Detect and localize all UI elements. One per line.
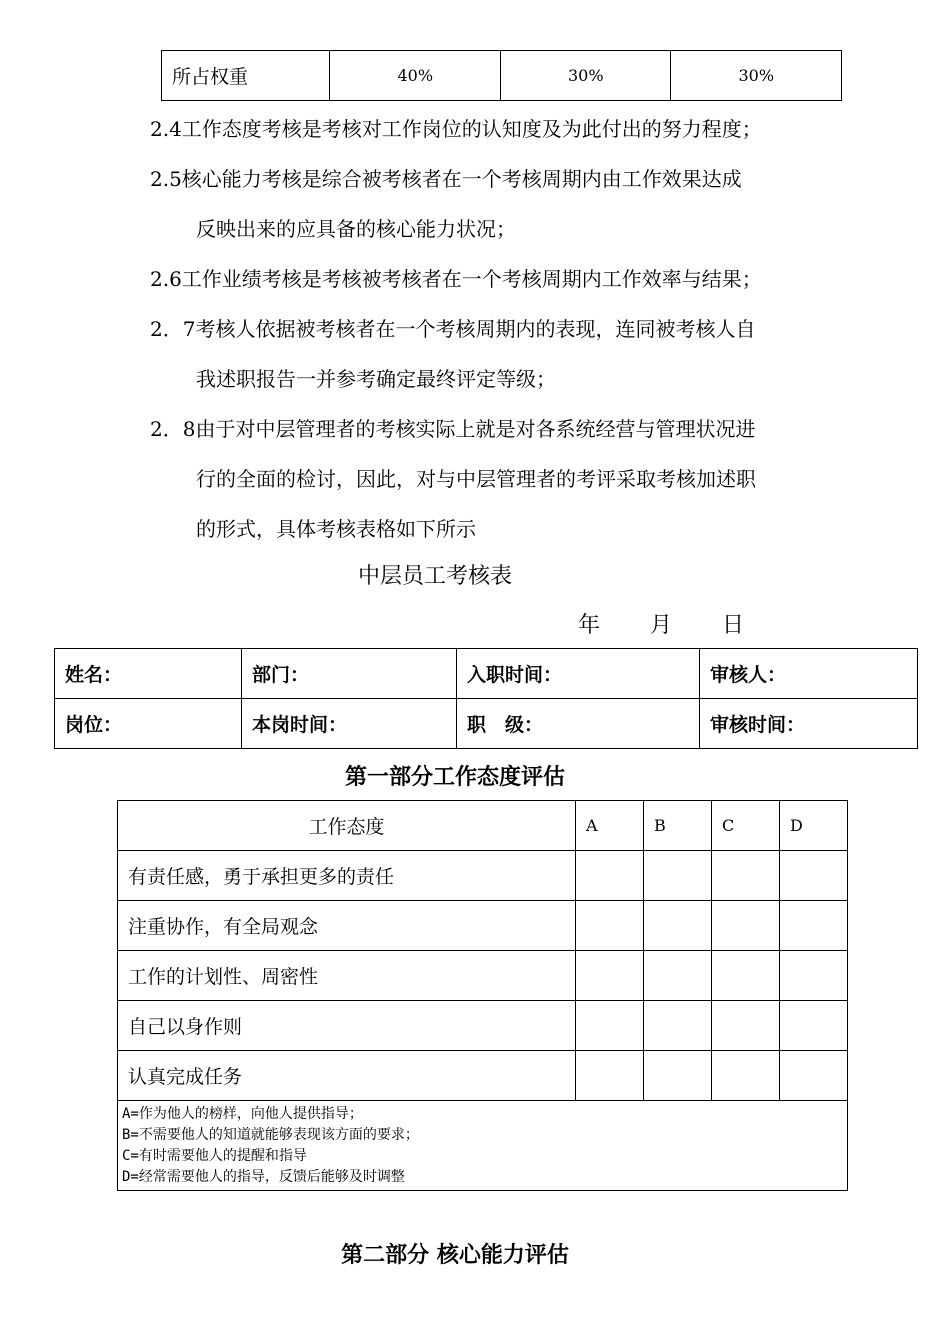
info-tenure-field[interactable]: 本岗时间： — [242, 699, 457, 749]
info-row — [55, 649, 918, 699]
weight-value: 30% — [671, 51, 842, 101]
grade-cell[interactable] — [644, 951, 712, 1001]
attitude-item: 认真完成任务 — [118, 1051, 576, 1101]
grade-cell[interactable] — [780, 851, 848, 901]
attitude-item: 有责任感，勇于承担更多的责任 — [118, 851, 576, 901]
grade-cell[interactable] — [780, 901, 848, 951]
info-department-field[interactable]: 部门： — [242, 649, 457, 699]
legend-line: A=作为他人的榜样，向他人提供指导； — [122, 1106, 363, 1122]
grade-header-d: D — [780, 801, 848, 851]
grade-cell[interactable] — [576, 901, 644, 951]
grade-cell[interactable] — [576, 1051, 644, 1101]
grade-header-c: C — [712, 801, 780, 851]
paragraph-2-5: 2.5核心能力考核是综合被考核者在一个考核周期内由工作效果达成 — [150, 167, 742, 191]
info-level-field[interactable]: 职 级： — [457, 699, 700, 749]
attitude-item: 自己以身作则 — [118, 1001, 576, 1051]
info-hire-date-field[interactable]: 入职时间： — [457, 649, 700, 699]
info-row — [55, 699, 918, 749]
table-row — [118, 901, 848, 951]
attitude-header-row — [118, 801, 848, 851]
date-line: 年 月 日 — [578, 613, 744, 638]
info-name-field[interactable]: 姓名： — [55, 649, 242, 699]
grade-cell[interactable] — [576, 951, 644, 1001]
table-row — [118, 1001, 848, 1051]
grade-cell[interactable] — [576, 851, 644, 901]
table-row — [118, 951, 848, 1001]
grade-cell[interactable] — [712, 1001, 780, 1051]
grade-cell[interactable] — [644, 901, 712, 951]
attitude-item: 工作的计划性、周密性 — [118, 951, 576, 1001]
weight-table — [161, 50, 842, 101]
grade-cell[interactable] — [780, 1051, 848, 1101]
info-table — [54, 648, 918, 749]
paragraph-2-8: 2．8由于对中层管理者的考核实际上就是对各系统经营与管理状况进 — [150, 417, 756, 441]
attitude-table — [117, 800, 848, 1191]
legend-line: B=不需要他人的知道就能够表现该方面的要求； — [122, 1127, 419, 1143]
paragraph-2-7: 2．7考核人依据被考核者在一个考核周期内的表现，连同被考核人自 — [150, 317, 756, 341]
section2-title: 第二部分 核心能力评估 — [341, 1243, 569, 1268]
grade-cell[interactable] — [712, 1051, 780, 1101]
attitude-item: 注重协作，有全局观念 — [118, 901, 576, 951]
grade-cell[interactable] — [644, 1001, 712, 1051]
grade-cell[interactable] — [780, 951, 848, 1001]
paragraph-2-7-cont: 我述职报告一并参考确定最终评定等级； — [196, 367, 556, 391]
weight-label: 所占权重 — [162, 51, 330, 101]
paragraph-2-4: 2.4工作态度考核是考核对工作岗位的认知度及为此付出的努力程度； — [150, 117, 762, 141]
table-row — [118, 851, 848, 901]
section1-title: 第一部分工作态度评估 — [344, 765, 565, 790]
grade-cell[interactable] — [576, 1001, 644, 1051]
form-title: 中层员工考核表 — [357, 564, 512, 589]
info-review-date-field[interactable]: 审核时间： — [700, 699, 918, 749]
paragraph-2-8-cont: 的形式，具体考核表格如下所示 — [196, 517, 476, 541]
legend-line: D=经常需要他人的指导，反馈后能够及时调整 — [122, 1169, 405, 1185]
table-row — [118, 1051, 848, 1101]
grade-cell[interactable] — [644, 851, 712, 901]
legend-row — [118, 1101, 848, 1191]
paragraph-2-5-cont: 反映出来的应具备的核心能力状况； — [196, 217, 516, 241]
weight-row — [162, 51, 842, 101]
grade-cell[interactable] — [712, 851, 780, 901]
grade-legend — [118, 1101, 848, 1191]
legend-line: C=有时需要他人的提醒和指导 — [122, 1148, 307, 1164]
weight-value: 30% — [500, 51, 671, 101]
grade-cell[interactable] — [712, 901, 780, 951]
grade-header-a: A — [576, 801, 644, 851]
weight-value: 40% — [330, 51, 501, 101]
info-position-field[interactable]: 岗位： — [55, 699, 242, 749]
grade-cell[interactable] — [712, 951, 780, 1001]
paragraph-2-6: 2.6工作业绩考核是考核被考核者在一个考核周期内工作效率与结果； — [150, 267, 762, 291]
grade-header-b: B — [644, 801, 712, 851]
attitude-header: 工作态度 — [118, 801, 576, 851]
info-reviewer-field[interactable]: 审核人： — [700, 649, 918, 699]
grade-cell[interactable] — [644, 1051, 712, 1101]
grade-cell[interactable] — [780, 1001, 848, 1051]
paragraph-2-8-cont: 行的全面的检讨，因此，对与中层管理者的考评采取考核加述职 — [196, 467, 756, 491]
